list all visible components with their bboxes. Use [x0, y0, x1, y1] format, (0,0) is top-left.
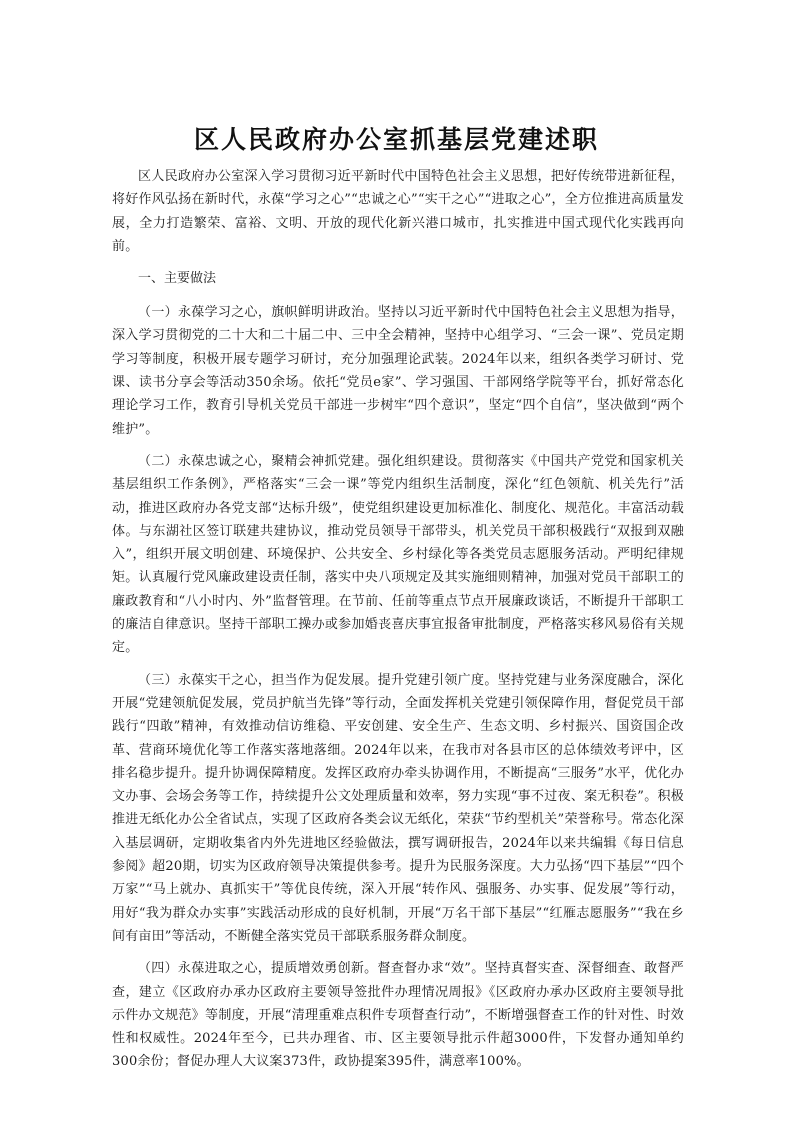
document-body: [112, 165, 684, 1083]
section-heading: 一、主要做法: [138, 271, 217, 287]
paragraph-loyalty: （二）永葆忠诚之心，聚精会神抓党建。强化组织建设。贯彻落实《中国共产党党和国家机关基层组织工作条例》，严格落实“三会一课”等党内组织生活制度，深化“红色领航、机关先行”活动，推进区政府办各党支部“达标升级”，使党组织建设更加标准化、制度化、规范化。丰富活动载体。与东湖社区签订联建共建协议，推动党员领导干部带头，机关党员干部积极践行“双报到双融入”，组织开展文明创建、环境保护、公共安全、乡村绿化等各类党员志愿服务活动。严明纪律规矩。认真履行党风廉政建设责任制，落实中央八项规定及其实施细则精神，加强对党员干部职工的廉政教育和“八小时内、外”监督管理。在节前、任前等重点节点开展廉政谈话，不断提升干部职工的廉洁自律意识。坚持干部职工操办或参加婚丧喜庆事宜报备审批制度，严格落实移风易俗有关规定。: [112, 453, 684, 656]
paragraph-progress: （四）永葆进取之心，提质增效勇创新。督查督办求“效”。坚持真督实查、深督细查、敢督严查，建立《区政府办承办区政府主要领导签批件办理情况周报》《区政府办承办区政府主要领导批示件办文规范》等制度，开展“清理重难点积件专项督查行动”，不断增强督查工作的针对性、时效性和权威性。2024年至今，已共办理省、市、区主要领导批示件超3000件，下发督办通知单约300余份；督促办理人大议案373件，政协提案395件，满意率100%。: [112, 961, 684, 1070]
paragraph-practice: （三）永葆实干之心，担当作为促发展。提升党建引领广度。坚持党建与业务深度融合，深化开展“党建领航促发展，党员护航当先锋”等行动，全面发挥机关党建引领保障作用，督促党员干部践行“四敢”精神，有效推动信访维稳、平安创建、安全生产、生态文明、乡村振兴、国资国企改革、营商环境优化等工作落实落地落细。2024年以来，在我市对各县市区的总体绩效考评中，区排名稳步提升。提升协调保障精度。发挥区政府办牵头协调作用，不断提高“三服务”水平，优化办文办事、会场会务等工作，持续提升公文处理质量和效率，努力实现“事不过夜、案无积卷”。积极推进无纸化办公全省试点，实现了区政府各类会议无纸化，荣获“节约型机关”荣誉称号。常态化深入基层调研，定期收集省内外先进地区经验做法，撰写调研报告，2024年以来共编辑《每日信息参阅》超20期，切实为区政府领导决策提供参考。提升为民服务深度。大力弘扬“四下基层”“四个万家”“马上就办、真抓实干”等优良传统，深入开展“转作风、强服务、办实事、促发展”等行动，用好“我为群众办实事”实践活动形成的良好机制，开展“万名干部下基层”“红雁志愿服务”“我在乡间有亩田”等活动，不断健全落实党员干部联系服务群众制度。: [112, 672, 684, 944]
intro-paragraph: 区人民政府办公室深入学习贯彻习近平新时代中国特色社会主义思想，把好传统带进新征程，将好作风弘扬在新时代，永葆“学习之心”“忠诚之心”“实干之心”“进取之心”，全方位推进高质量发展，全力打造繁荣、富裕、文明、开放的现代化新兴港口城市，扎实推进中国式现代化实践再向前。: [112, 169, 684, 254]
document-title: 区人民政府办公室抓基层党建述职: [193, 125, 599, 154]
paragraph-study: （一）永葆学习之心，旗帜鲜明讲政治。坚持以习近平新时代中国特色社会主义思想为指导，深入学习贯彻党的二十大和二十届二中、三中全会精神，坚持中心组学习、“三会一课”、党员定期学习等制度，积极开展专题学习研讨，充分加强理论武装。2024年以来，组织各类学习研讨、党课、读书分享会等活动350余场。依托“党员e家”、学习强国、干部网络学院等平台，抓好常态化理论学习工作，教育引导机关党员干部进一步树牢“四个意识”，坚定“四个自信”，坚决做到“两个维护”。: [112, 305, 684, 437]
